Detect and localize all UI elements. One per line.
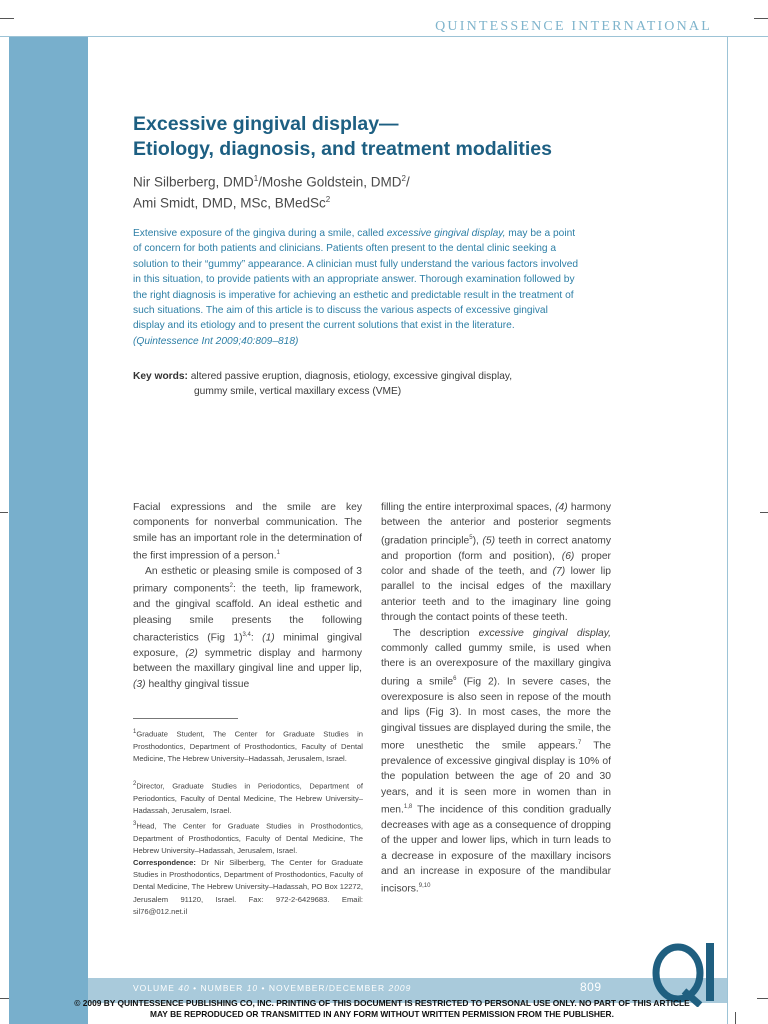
affiliation-marker: 2 <box>401 174 406 183</box>
copyright-line: © 2009 BY QUINTESSENCE PUBLISHING CO, INC. PRINTING OF THIS DOCUMENT IS RESTRICTED TO PERSONAL USE ONLY. NO PART OF THIS ARTICLE <box>74 998 690 1008</box>
correspondence-label: Correspondence: <box>133 858 196 867</box>
keywords-text: altered passive eruption, diagnosis, etiology, excessive gingival display, <box>190 371 513 382</box>
crop-mark <box>757 998 768 999</box>
footnote-marker: 3 <box>133 821 137 827</box>
footnote-text: Head, The Center for Graduate Studies in Prosthodontics, Department of Prosthodontics, Faculty of Dental Medicine, The Hebrew University–Hadassah, Jerusalem, Israel. <box>133 821 363 855</box>
citation-ref: 5 <box>469 534 473 541</box>
crop-mark <box>0 18 14 19</box>
keywords-label: Key words: <box>133 371 188 382</box>
body-text: commonly called gummy smile, is used when there is an overexposure of the maxillary gingiva during a smile <box>381 643 611 688</box>
crop-mark <box>735 1012 736 1024</box>
footnote <box>133 778 363 817</box>
list-marker: (3) <box>133 678 146 690</box>
keywords <box>133 369 573 400</box>
author-separator: / <box>406 174 410 190</box>
issue-date: NOVEMBER/DECEMBER <box>268 983 386 993</box>
citation-ref: 1 <box>276 550 280 557</box>
body-text: An esthetic or pleasing smile is composed of 3 primary components <box>133 566 362 595</box>
citation-ref: 3,4 <box>242 632 251 639</box>
issue-number: 10 <box>246 983 259 993</box>
footnote-marker: 1 <box>133 729 137 735</box>
list-marker: (1) <box>262 632 275 644</box>
crop-mark <box>760 512 768 513</box>
citation-ref: 6 <box>453 675 457 682</box>
body-text: The incidence of this condition gradually decreases with age as a consequence of dropping of the upper and lower lips, which in turn leads to a decrease in exposure of the maxillary incisors and an increase in exposure of the mandibular incisors. <box>381 804 611 895</box>
body-text: Facial expressions and the smile are key components for nonverbal communication. The smile has an important role in the determination of the first impression of a person. <box>133 502 362 562</box>
journal-name: QUINTESSENCE INTERNATIONAL <box>435 19 712 34</box>
crop-mark <box>0 512 8 513</box>
body-paragraph <box>381 500 611 626</box>
author-name: Ami Smidt, DMD, MSc, BMedSc <box>133 195 326 210</box>
body-paragraph <box>133 564 362 692</box>
author-name: /Moshe Goldstein, DMD <box>258 174 402 190</box>
footnote-rule <box>133 718 238 719</box>
affiliation-marker: 2 <box>325 194 331 204</box>
body-text: teeth in correct anatomy and proportion (form and position), <box>381 535 612 562</box>
correspondence-text: Dr Nir Silberberg, The Center for Graduate Studies in Prosthodontics, Department of Prosthodontics, Faculty of Dental Medicine, The Hebrew University–Hadassah, PO Box 12272, Jerusalem 91120, Israel. Fax: 972-2-6429683. Email: sil76@012.net.il <box>133 858 363 916</box>
copyright-notice <box>72 998 692 1020</box>
accent-sidebar <box>9 37 88 1024</box>
body-text: lower lip parallel to the incisal edges of the maxillary anterior teeth and to the imaginary line going through the contact points of these teeth. <box>381 566 611 624</box>
body-column-left <box>133 500 362 692</box>
body-text: filling the entire interproximal spaces, <box>381 502 556 513</box>
number-label: NUMBER <box>200 983 244 993</box>
header-rule <box>0 36 768 37</box>
citation-ref: 7 <box>578 739 582 746</box>
body-text: : the teeth, lip framework, and the gingival scaffold. An ideal esthetic and pleasing smile presents the following characteristics (Fig 1) <box>133 583 363 644</box>
body-text: The prevalence of excessive gingival display is 10% of the population between the age of 20 and 30 years, and it is seen more in women than in men. <box>381 740 611 816</box>
abstract <box>133 226 581 349</box>
abstract-text: Extensive exposure of the gingiva during a smile, called <box>133 228 387 239</box>
body-column-right <box>381 500 611 897</box>
citation-ref: 9,10 <box>418 883 431 890</box>
abstract-citation: (Quintessence Int 2009;40:809–818) <box>133 335 299 347</box>
body-term: excessive gingival display, <box>478 627 612 639</box>
author-name: Nir Silberberg, DMD <box>133 174 254 190</box>
body-paragraph <box>381 626 611 898</box>
page-number: 809 <box>580 980 602 994</box>
footnote <box>133 818 363 857</box>
volume-label: VOLUME <box>133 983 175 993</box>
body-text: (Fig 2). In severe cases, the overexposure is also seen in repose of the mouth and lips (Fig 3). In most cases, the more the gingival tissues are displayed during the smile, the more unesthetic the smile appears. <box>381 676 611 752</box>
crop-mark <box>754 18 768 19</box>
abstract-text: may be a point of concern for both patients and clinicians. Patients often present to the dental clinic seeking a solution to their “gummy” appearance. A clinician must fully understand the various factors involved in this situation, to provide patients with an appropriate answer. Thorough examination followed by the right diagnosis is imperative for achieving an esthetic and predictable result in the treatment of such situations. The aim of this article is to discuss the various aspects of excessive gingival display and its etiology and to present the current solutions that exist in the literature. <box>133 228 579 332</box>
issue-year: 2009 <box>388 983 412 993</box>
correspondence <box>133 857 363 918</box>
footnote <box>133 726 363 765</box>
right-border-rule <box>727 37 728 1024</box>
list-marker: (4) <box>555 502 568 513</box>
body-paragraph <box>133 500 362 564</box>
body-text: : <box>250 632 263 644</box>
citation-ref: 2 <box>229 583 233 590</box>
list-marker: (2) <box>185 647 198 659</box>
title-line-1: Excessive gingival display— <box>133 113 399 135</box>
footnote-marker: 2 <box>133 781 137 787</box>
body-text: proper color and shade of the teeth, and <box>381 550 611 578</box>
list-marker: (5) <box>482 535 496 547</box>
footnote-text: Director, Graduate Studies in Periodontics, Department of Periodontics, Faculty of Dental Medicine, The Hebrew University–Hadassah, Jerusalem, Israel. <box>133 781 363 815</box>
volume-number: 40 <box>178 983 190 993</box>
body-text: harmony between the anterior and posterior segments (gradation principle <box>381 502 611 547</box>
citation-ref: 1,8 <box>403 803 413 810</box>
footnote-text: Graduate Student, The Center for Graduate Studies in Prosthodontics, Department of Prosthodontics, Faculty of Dental Medicine, The Hebrew University–Hadassah, Jerusalem, Israel. <box>133 729 363 763</box>
affiliation-marker: 1 <box>253 174 259 183</box>
copyright-line: MAY BE REPRODUCED OR TRANSMITTED IN ANY FORM WITHOUT WRITTEN PERMISSION FROM THE PUBLISHER. <box>150 1009 614 1019</box>
qi-logo <box>650 935 725 1007</box>
list-marker: (6) <box>561 550 575 562</box>
issue-info <box>133 983 411 993</box>
keywords-text: gummy smile, vertical maxillary excess (VME) <box>194 386 402 398</box>
title-line-2: Etiology, diagnosis, and treatment modalities <box>133 138 552 160</box>
body-text: ), <box>472 535 483 547</box>
body-text: minimal gingival exposure, <box>133 632 362 659</box>
separator: • <box>193 983 198 993</box>
article-title <box>133 112 552 162</box>
body-text: The description <box>393 627 479 639</box>
author-list <box>133 170 410 211</box>
body-text: healthy gingival tissue <box>145 678 250 690</box>
body-text: symmetric display and harmony between the maxillary gingival line and upper lip, <box>133 647 362 675</box>
separator: • <box>261 983 266 993</box>
list-marker: (7) <box>552 566 566 578</box>
abstract-term: excessive gingival display, <box>386 228 506 239</box>
